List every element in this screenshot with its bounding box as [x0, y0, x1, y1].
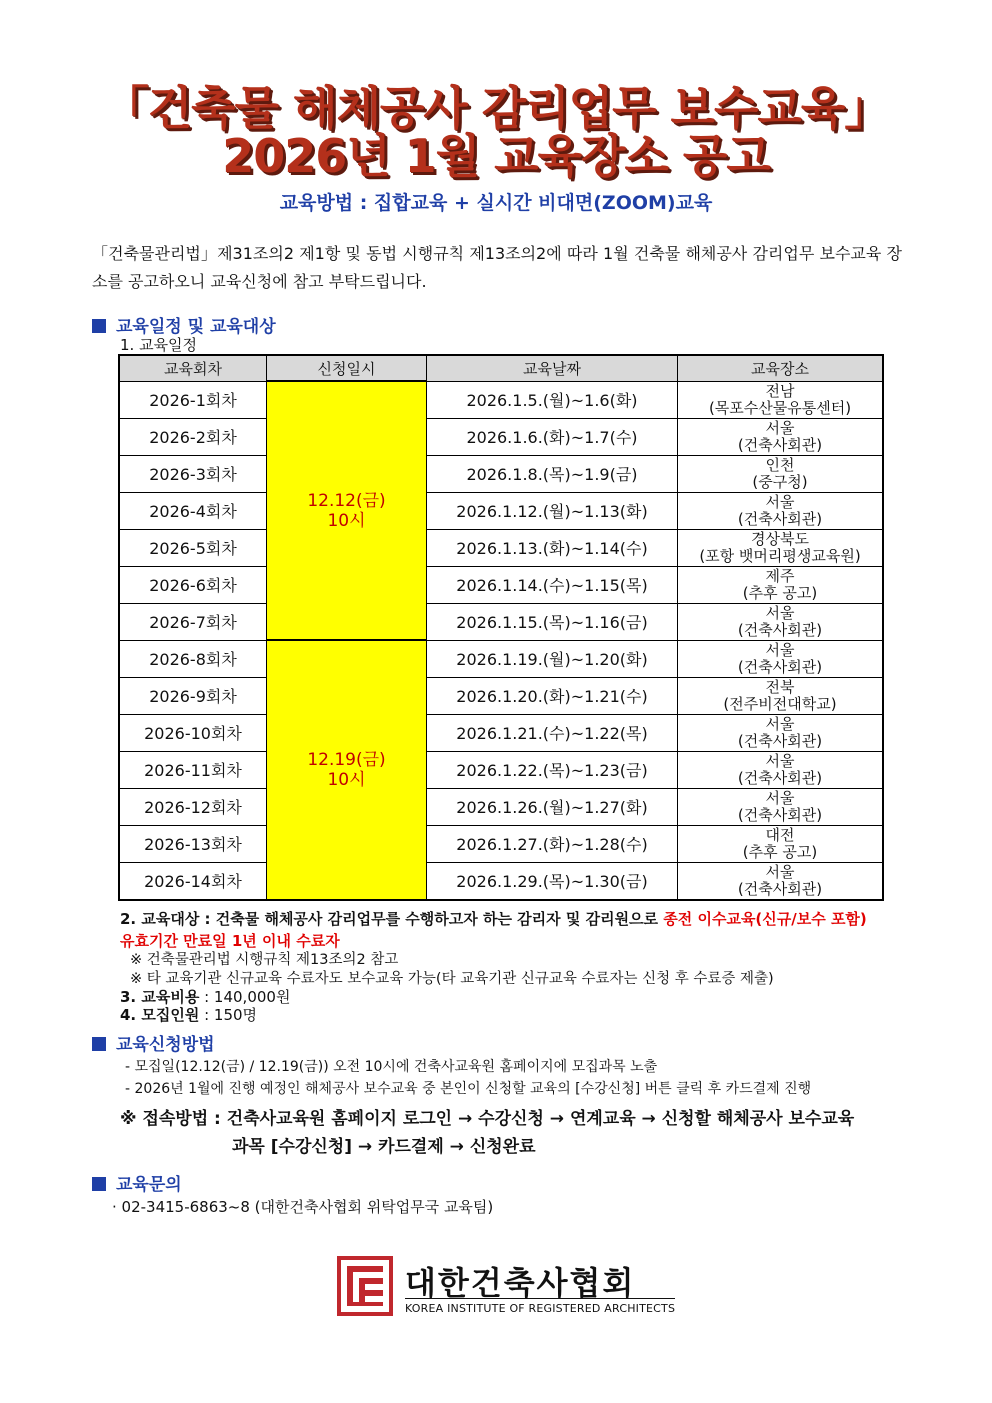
place-detail: (중구청): [752, 472, 808, 491]
cell-place: [678, 862, 884, 900]
cell-round: 2026-12회차: [119, 788, 267, 825]
cell-date: 2026.1.19.(월)~1.20(화): [427, 640, 678, 677]
target-red-1: 종전 이수교육(신규/보수 포함): [663, 910, 867, 928]
place-name: 인천: [765, 455, 795, 474]
cell-date: 2026.1.5.(월)~1.6(화): [427, 381, 678, 418]
cell-date: 2026.1.6.(화)~1.7(수): [427, 418, 678, 455]
cell-place: [678, 529, 884, 566]
cell-date: 2026.1.13.(화)~1.14(수): [427, 529, 678, 566]
section-title: 교육일정 및 교육대상: [116, 317, 276, 337]
table-row: [119, 640, 883, 677]
cell-round: 2026-9회차: [119, 677, 267, 714]
place-name: 서울: [765, 751, 795, 770]
place-detail: (추후 공고): [742, 842, 818, 861]
place-detail: (건축사회관): [737, 620, 823, 639]
cell-round: 2026-14회차: [119, 862, 267, 900]
section-title: 교육문의: [116, 1175, 182, 1195]
title-line-1: 「건축물 해체공사 감리업무 보수교육」: [102, 81, 890, 135]
cell-date: 2026.1.29.(목)~1.30(금): [427, 862, 678, 900]
section-apply-heading: [92, 1030, 215, 1055]
kira-logo: [337, 1256, 676, 1320]
capacity-label: 4. 모집인원: [120, 1006, 200, 1024]
cell-round: 2026-6회차: [119, 566, 267, 603]
place-name: 서울: [765, 714, 795, 733]
table-row: [119, 418, 883, 455]
cell-place: [678, 825, 884, 862]
logo-english-name: KOREA INSTITUTE OF REGISTERED ARCHITECTS: [405, 1298, 675, 1315]
header-apply: 신청일시: [267, 355, 427, 381]
cell-date: 2026.1.15.(목)~1.16(금): [427, 603, 678, 640]
place-detail: (건축사회관): [737, 657, 823, 676]
apply-line-1: - 모집일(12.12(금) / 12.19(금)) 오전 10시에 건축사교육원 홈페이지에 모집과목 노출: [125, 1059, 658, 1075]
place-detail: (건축사회관): [737, 768, 823, 787]
table-row: [119, 788, 883, 825]
cell-place: [678, 677, 884, 714]
apply-line-2: - 2026년 1월에 진행 예정인 해체공사 보수교육 중 본인이 신청할 교육의 [수강신청] 버튼 클릭 후 카드결제 진행: [125, 1081, 812, 1097]
cell-date: 2026.1.12.(월)~1.13(화): [427, 492, 678, 529]
place-detail: (건축사회관): [737, 435, 823, 454]
cell-date: 2026.1.27.(화)~1.28(수): [427, 825, 678, 862]
cell-date: 2026.1.20.(화)~1.21(수): [427, 677, 678, 714]
table-row: [119, 714, 883, 751]
cell-place: [678, 455, 884, 492]
cell-place: [678, 418, 884, 455]
cell-date: 2026.1.8.(목)~1.9(금): [427, 455, 678, 492]
table-row: [119, 862, 883, 900]
table-row: [119, 825, 883, 862]
place-name: 전북: [765, 677, 795, 696]
apply-time: 10시: [327, 769, 366, 790]
cell-place: [678, 566, 884, 603]
intro-paragraph: 「건축물관리법」제31조의2 제1항 및 동법 시행규칙 제13조의2에 따라 1월 건축물 해체공사 감리업무 보수교육 장소를 공고하오니 교육신청에 참고 부탁드립니다.: [92, 244, 902, 291]
cell-round: 2026-8회차: [119, 640, 267, 677]
place-name: 서울: [765, 492, 795, 511]
cell-round: 2026-10회차: [119, 714, 267, 751]
section-title: 교육신청방법: [116, 1035, 215, 1055]
cell-place: [678, 751, 884, 788]
logo-korean-name: 대한건축사협회: [405, 1264, 636, 1302]
header-round: 교육회차: [119, 355, 267, 381]
table-row: [119, 566, 883, 603]
table-row: [119, 455, 883, 492]
cell-round: 2026-1회차: [119, 381, 267, 418]
square-bullet-icon: [92, 1177, 106, 1191]
title-line-2: 2026년 1월 교육장소 공고: [222, 129, 770, 183]
table-row: [119, 381, 883, 418]
cell-place: [678, 788, 884, 825]
access-line-2: 과목 [수강신청] → 카드결제 → 신청완료: [232, 1137, 536, 1157]
cell-place: [678, 381, 884, 418]
target-note-1: ※ 건축물관리법 시행규칙 제13조의2 참고: [130, 952, 399, 968]
access-line-1: ※ 접속방법 : 건축사교육원 홈페이지 로그인 → 수강신청 → 연계교육 → 신청할 해체공사 보수교육: [120, 1109, 855, 1129]
cell-date: 2026.1.14.(수)~1.15(목): [427, 566, 678, 603]
schedule-subheading: 1. 교육일정: [120, 336, 198, 354]
cell-date: 2026.1.21.(수)~1.22(목): [427, 714, 678, 751]
cell-round: 2026-5회차: [119, 529, 267, 566]
header-place: 교육장소: [678, 355, 884, 381]
table-row: [119, 529, 883, 566]
schedule-table: [118, 354, 884, 901]
target-label: 2. 교육대상 : 건축물 해체공사 감리업무를 수행하고자 하는 감리자 및 감리원으로: [120, 910, 664, 928]
cell-round: 2026-4회차: [119, 492, 267, 529]
cell-round: 2026-7회차: [119, 603, 267, 640]
place-detail: (추후 공고): [742, 583, 818, 602]
place-detail: (건축사회관): [737, 879, 823, 898]
education-method: 교육방법 : 집합교육 + 실시간 비대면(ZOOM)교육: [279, 192, 713, 214]
capacity-value: : 150명: [199, 1006, 258, 1024]
place-name: 전남: [765, 381, 795, 400]
place-name: 경상북도: [751, 529, 809, 548]
cell-round: 2026-2회차: [119, 418, 267, 455]
target-red-2: 유효기간 만료일 1년 이내 수료자: [120, 932, 340, 950]
cost-label: 3. 교육비용: [120, 988, 200, 1006]
square-bullet-icon: [92, 1037, 106, 1051]
table-row: [119, 677, 883, 714]
cell-place: [678, 640, 884, 677]
place-name: 서울: [765, 788, 795, 807]
cell-place: [678, 714, 884, 751]
table-row: [119, 751, 883, 788]
target-block: [120, 910, 910, 929]
place-detail: (건축사회관): [737, 509, 823, 528]
place-name: 서울: [765, 640, 795, 659]
square-bullet-icon: [92, 319, 106, 333]
table-row: [119, 603, 883, 640]
place-detail: (전주비전대학교): [723, 694, 837, 713]
apply-time: 10시: [327, 510, 366, 531]
apply-date: 12.12(금): [307, 490, 386, 511]
place-detail: (건축사회관): [737, 805, 823, 824]
header-date: 교육날짜: [427, 355, 678, 381]
contact-line: · 02-3415-6863~8 (대한건축사협회 위탁업무국 교육팀): [112, 1198, 494, 1216]
place-name: 서울: [765, 603, 795, 622]
cell-round: 2026-13회차: [119, 825, 267, 862]
place-name: 제주: [765, 566, 795, 585]
table-row: [119, 492, 883, 529]
cell-round: 2026-11회차: [119, 751, 267, 788]
cell-date: 2026.1.26.(월)~1.27(화): [427, 788, 678, 825]
place-name: 대전: [765, 825, 795, 844]
place-name: 서울: [765, 418, 795, 437]
cell-place: [678, 492, 884, 529]
place-name: 서울: [765, 862, 795, 881]
cell-round: 2026-3회차: [119, 455, 267, 492]
cost-value: : 140,000원: [199, 988, 291, 1006]
cell-place: [678, 603, 884, 640]
cell-apply-date: [267, 640, 427, 900]
target-note-2: ※ 타 교육기관 신규교육 수료자도 보수교육 가능(타 교육기관 신규교육 수료자는 신청 후 수료증 제출): [130, 971, 774, 987]
place-detail: (목포수산물유통센터): [708, 398, 852, 417]
place-detail: (포항 뱃머리평생교육원): [699, 546, 861, 565]
cell-apply-date: [267, 381, 427, 640]
section-contact-heading: [92, 1170, 182, 1195]
capacity-line: [120, 1004, 257, 1025]
kira-emblem-icon: [337, 1256, 393, 1316]
place-detail: (건축사회관): [737, 731, 823, 750]
cell-date: 2026.1.22.(목)~1.23(금): [427, 751, 678, 788]
apply-date: 12.19(금): [307, 749, 386, 770]
